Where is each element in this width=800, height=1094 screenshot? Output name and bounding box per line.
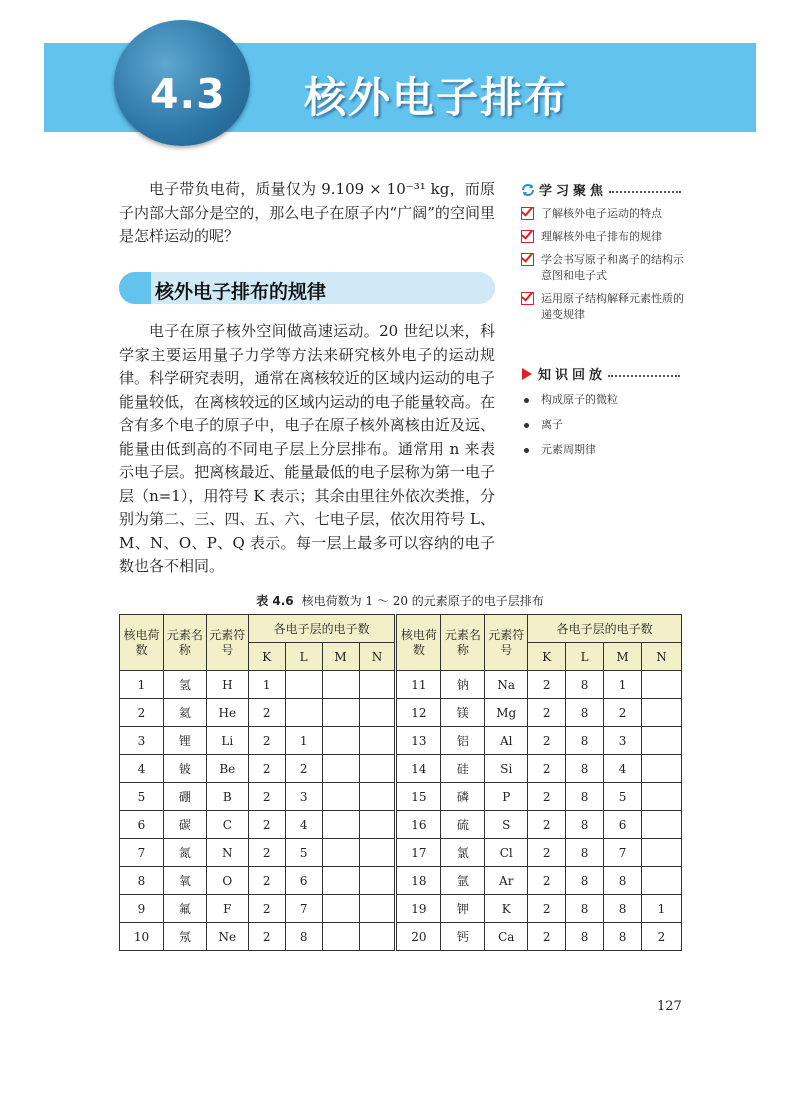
table-cell (359, 699, 396, 727)
table-cell: 氧 (163, 867, 206, 895)
header-shell-n: N (359, 643, 396, 671)
table-cell: 5 (604, 783, 642, 811)
table-cell (359, 671, 396, 699)
table-cell (322, 671, 359, 699)
table-row (120, 811, 682, 839)
table-cell: 18 (396, 867, 441, 895)
header-symbol: 元素符号 (485, 615, 528, 671)
table-cell: 14 (396, 755, 441, 783)
table-cell: 19 (396, 895, 441, 923)
table-cell (285, 671, 322, 699)
review-item: 离子 (521, 417, 691, 433)
table-cell (641, 727, 681, 755)
table-cell: 氩 (441, 867, 485, 895)
table-body (120, 671, 682, 951)
table-cell (359, 755, 396, 783)
table-row (120, 867, 682, 895)
header-shell-m: M (604, 643, 642, 671)
table-cell: 镁 (441, 699, 485, 727)
table-cell: 8 (566, 755, 604, 783)
table-cell (641, 867, 681, 895)
table-cell: F (206, 895, 248, 923)
table-caption-text: 核电荷数为 1 ～ 20 的元素原子的电子层排布 (301, 594, 544, 608)
header-name: 元素名称 (163, 615, 206, 671)
table-cell: 1 (120, 671, 164, 699)
section-number: 4.3 (150, 70, 226, 118)
table-row (120, 755, 682, 783)
focus-item: 了解核外电子运动的特点 (521, 206, 691, 222)
bullet-icon (524, 398, 529, 403)
header-shell-n: N (641, 643, 681, 671)
table-row (120, 839, 682, 867)
table-cell: He (206, 699, 248, 727)
page-title: 核外电子排布 (304, 73, 569, 122)
table-cell: 氢 (163, 671, 206, 699)
table-cell: 2 (248, 839, 285, 867)
table-cell: 8 (566, 699, 604, 727)
table-cell: 5 (285, 839, 322, 867)
checkbox-icon (521, 253, 534, 266)
table-row (120, 783, 682, 811)
table-cell: 2 (248, 895, 285, 923)
table-cell: 7 (120, 839, 164, 867)
table-cell: 4 (120, 755, 164, 783)
table-cell: 4 (604, 755, 642, 783)
table-cell: Si (485, 755, 528, 783)
table-cell: 7 (285, 895, 322, 923)
header-name: 元素名称 (441, 615, 485, 671)
table-cell: 7 (604, 839, 642, 867)
header-shell-l: L (566, 643, 604, 671)
table-cell (322, 755, 359, 783)
table-cell: C (206, 811, 248, 839)
body-paragraph: 电子在原子核外空间做高速运动。20 世纪以来，科学家主要运用量子力学等方法来研究核外电子的运动规律。 (119, 322, 495, 387)
table-cell: O (206, 867, 248, 895)
table-cell: 11 (396, 671, 441, 699)
table-cell (322, 727, 359, 755)
table-cell: 8 (566, 671, 604, 699)
table-cell (322, 811, 359, 839)
table-cell: 2 (528, 895, 566, 923)
table-cell: 8 (604, 923, 642, 951)
learning-focus-box (521, 180, 691, 323)
table-cell: 8 (566, 839, 604, 867)
electron-shell-table (119, 614, 682, 951)
checkbox-icon (521, 292, 534, 305)
header-shells: 各电子层的电子数 (528, 615, 682, 643)
table-cell: 1 (604, 671, 642, 699)
table-cell: N (206, 839, 248, 867)
subsection-header (119, 272, 495, 304)
table-cell: 2 (528, 811, 566, 839)
table-cell: Ca (485, 923, 528, 951)
focus-title: 学习聚焦 (539, 184, 608, 199)
table-cell: 6 (120, 811, 164, 839)
table-cell: 2 (528, 839, 566, 867)
table-row (120, 727, 682, 755)
table-cell: 15 (396, 783, 441, 811)
table-cell: 2 (604, 699, 642, 727)
table-cell: P (485, 783, 528, 811)
table-cell (641, 811, 681, 839)
table-cell: 铝 (441, 727, 485, 755)
table-cell: 2 (248, 699, 285, 727)
table-cell (322, 839, 359, 867)
header-charge: 核电荷数 (120, 615, 164, 671)
table-cell: 8 (604, 895, 642, 923)
header-shell-k: K (248, 643, 285, 671)
table-cell: 2 (528, 783, 566, 811)
table-cell: 钙 (441, 923, 485, 951)
table-cell: S (485, 811, 528, 839)
table-cell: 4 (285, 811, 322, 839)
table-cell: 2 (528, 727, 566, 755)
table-cell: 2 (641, 923, 681, 951)
table-cell: 铍 (163, 755, 206, 783)
header-shell-l: L (285, 643, 322, 671)
table-caption (0, 592, 800, 609)
review-title: 知识回放 (538, 368, 607, 383)
table-cell (359, 895, 396, 923)
focus-item: 理解核外电子排布的规律 (521, 229, 691, 245)
header-symbol: 元素符号 (206, 615, 248, 671)
table-cell (322, 895, 359, 923)
table-cell: 2 (528, 699, 566, 727)
table-cell (322, 699, 359, 727)
table-cell: Be (206, 755, 248, 783)
table-cell: 2 (248, 811, 285, 839)
table-cell: 2 (248, 755, 285, 783)
table-cell (322, 783, 359, 811)
table-cell: 钠 (441, 671, 485, 699)
table-cell: 氯 (441, 839, 485, 867)
table-cell: 8 (566, 811, 604, 839)
table-cell: 6 (604, 811, 642, 839)
table-cell: 2 (248, 923, 285, 951)
refresh-icon (521, 183, 535, 197)
table-cell: 2 (248, 867, 285, 895)
table-cell: 磷 (441, 783, 485, 811)
table-cell: Cl (485, 839, 528, 867)
table-cell: 硫 (441, 811, 485, 839)
table-cell: Na (485, 671, 528, 699)
table-cell: 3 (120, 727, 164, 755)
header-shell-m: M (322, 643, 359, 671)
table-cell: 16 (396, 811, 441, 839)
table-cell: 2 (528, 923, 566, 951)
bullet-icon (524, 448, 529, 453)
table-cell: 3 (604, 727, 642, 755)
table-cell: 2 (120, 699, 164, 727)
table-row (120, 699, 682, 727)
table-cell (359, 727, 396, 755)
header-shells: 各电子层的电子数 (248, 615, 396, 643)
table-cell (359, 839, 396, 867)
table-cell: 硅 (441, 755, 485, 783)
table-cell: 3 (285, 783, 322, 811)
table-cell (641, 699, 681, 727)
table-cell (359, 923, 396, 951)
table-cell: 8 (566, 895, 604, 923)
focus-item: 运用原子结构解释元素性质的递变规律 (521, 291, 691, 323)
table-cell: 2 (248, 783, 285, 811)
table-cell: 氖 (163, 923, 206, 951)
table-cell: 8 (120, 867, 164, 895)
table-row (120, 923, 682, 951)
table-cell: 锂 (163, 727, 206, 755)
table-cell: 硼 (163, 783, 206, 811)
table-cell: 氦 (163, 699, 206, 727)
knowledge-review-box (521, 364, 691, 458)
focus-item: 学会书写原子和离子的结构示意图和电子式 (521, 252, 691, 284)
table-cell: 8 (566, 923, 604, 951)
table-cell: 8 (566, 783, 604, 811)
table-cell: 8 (604, 867, 642, 895)
divider (608, 375, 680, 377)
subsection-cap (119, 272, 151, 304)
table-cell (641, 671, 681, 699)
table-cell (359, 783, 396, 811)
review-item: 元素周期律 (521, 442, 691, 458)
checkbox-icon (521, 230, 534, 243)
table-cell: B (206, 783, 248, 811)
header-charge: 核电荷数 (396, 615, 441, 671)
table-cell: 1 (285, 727, 322, 755)
table-cell: 1 (248, 671, 285, 699)
table-cell: 2 (285, 755, 322, 783)
bullet-icon (524, 423, 529, 428)
table-cell: Li (206, 727, 248, 755)
table-cell: 2 (528, 671, 566, 699)
play-arrow-icon (521, 368, 533, 380)
table-row (120, 895, 682, 923)
table-cell: 1 (641, 895, 681, 923)
table-cell: 氮 (163, 839, 206, 867)
table-cell: Ne (206, 923, 248, 951)
review-item: 构成原子的微粒 (521, 392, 691, 408)
intro-paragraph: 电子带负电荷，质量仅为 9.109 × 10⁻³¹ kg，而原子内部大部分是空的，那么电子在原子内“广阔”的空间里是怎样运动的呢？ (119, 180, 495, 245)
page-number: 127 (657, 999, 682, 1014)
checkbox-icon (521, 207, 534, 220)
table-cell: 2 (528, 867, 566, 895)
header-shell-k: K (528, 643, 566, 671)
table-cell: 20 (396, 923, 441, 951)
table-cell (641, 839, 681, 867)
subsection-title: 核外电子排布的规律 (155, 281, 327, 303)
table-cell (359, 811, 396, 839)
table-row (120, 671, 682, 699)
table-cell: 6 (285, 867, 322, 895)
table-cell: 9 (120, 895, 164, 923)
body-paragraph: 科学研究表明，通常在离核较近的区域内运动的电子能量较低，在离核较远的区域内运动的电子能量较高。在含有多个电子的原子中，电子在原子核外离核由近及远、能量由低到高的不同电子层上分层排布。通常用 n 来表示电子层。把离核最近、能量最低的电子层称为第一电子层（n=1），用符号 K 表示；其余由里往外依次类推，分别为第二、三、四、五、六、七电子层，依次用符号 L、M、N、O、P、Q 表示。每一层上最多可以容纳的电子数也各不相同。 (119, 369, 495, 575)
table-cell: Ar (485, 867, 528, 895)
table-cell (641, 783, 681, 811)
table-cell: 碳 (163, 811, 206, 839)
table-cell: K (485, 895, 528, 923)
table-cell: 8 (566, 867, 604, 895)
table-cell: 2 (248, 727, 285, 755)
table-cell (285, 699, 322, 727)
table-cell: 8 (285, 923, 322, 951)
divider (609, 191, 681, 193)
table-cell: Al (485, 727, 528, 755)
table-cell (322, 923, 359, 951)
table-cell: Mg (485, 699, 528, 727)
table-cell: 12 (396, 699, 441, 727)
table-cell (322, 867, 359, 895)
table-cell: 钾 (441, 895, 485, 923)
table-cell: 2 (528, 755, 566, 783)
table-label: 表 4.6 (256, 594, 294, 608)
table-cell: 5 (120, 783, 164, 811)
table-cell: 13 (396, 727, 441, 755)
table-cell: 8 (566, 727, 604, 755)
table-cell: H (206, 671, 248, 699)
table-cell: 10 (120, 923, 164, 951)
table-cell (641, 755, 681, 783)
table-cell: 氟 (163, 895, 206, 923)
table-cell (359, 867, 396, 895)
table-cell: 17 (396, 839, 441, 867)
